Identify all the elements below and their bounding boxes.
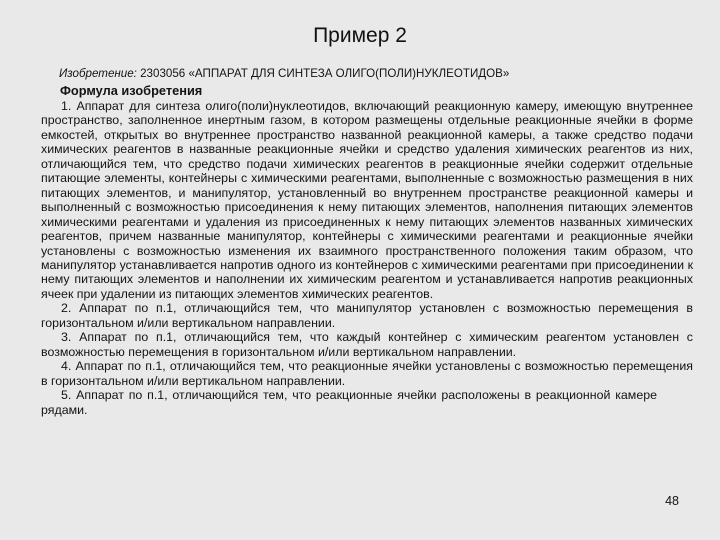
claim-2: 2. Аппарат по п.1, отличающийся тем, что манипулятор установлен с возможностью перемещения в горизонтальном и/или вертикальном направлении. xyxy=(41,301,693,330)
page-number: 48 xyxy=(665,494,679,508)
claim-5: 5. Аппарат по п.1, отличающийся тем, что реакционные ячейки расположены в реакционной камере рядами. xyxy=(41,388,657,417)
claim-3: 3. Аппарат по п.1, отличающийся тем, что каждый контейнер с химическим реагентом установлен с возможностью перемещения в горизонтальном и/или вертикальном направлении. xyxy=(41,330,693,359)
invention-title: 2303056 «АППАРАТ ДЛЯ СИНТЕЗА ОЛИГО(ПОЛИ)НУКЛЕОТИДОВ» xyxy=(136,67,510,80)
slide-title: Пример 2 xyxy=(313,24,407,47)
slide-content xyxy=(41,67,693,417)
claim-1: 1. Аппарат для синтеза олиго(поли)нуклеотидов, включающий реакционную камеру, имеющую внутреннее пространство, заполненное инертным газом, в котором размещены отдельные реакционные ячейки в форме емкостей, открытых во внутреннее пространство названной реакционной камеры, а также средство подачи химических реагентов в названные реакционные ячейки и средство удаления химических реагентов из них, отличающийся тем, что средство подачи химических реагентов в реакционные ячейки содержит отдельные питающие элементы, контейнеры с химическими реагентами, выполненные с возможностью размещения в них питающих элементов, и манипулятор, установленный во внутреннем пространстве реакционной камеры и выполненный с возможностью присоединения к нему питающих элементов, наполнения питающих элементов химическими реагентами и удаления из присоединенных к нему питающих элементов названных химических реагентов, причем названные манипулятор, контейнеры с химическими реагентами и реакционные ячейки установлены с возможностью изменения их взаимного пространственного положения таким образом, что манипулятор устанавливается напротив одного из контейнеров с химическими реагентами при присоединении к нему питающих элементов и наполнении их химическим реагентом и устанавливается напротив реакционных ячеек при удалении из питающих элементов химических реагентов. xyxy=(41,99,693,301)
invention-line xyxy=(59,67,693,81)
formula-heading: Формула изобретения xyxy=(60,83,203,98)
claim-4: 4. Аппарат по п.1, отличающийся тем, что реакционные ячейки установлены с возможностью перемещения в горизонтальном и/или вертикальном направлении. xyxy=(41,359,693,388)
invention-label: Изобретение: xyxy=(59,67,137,80)
